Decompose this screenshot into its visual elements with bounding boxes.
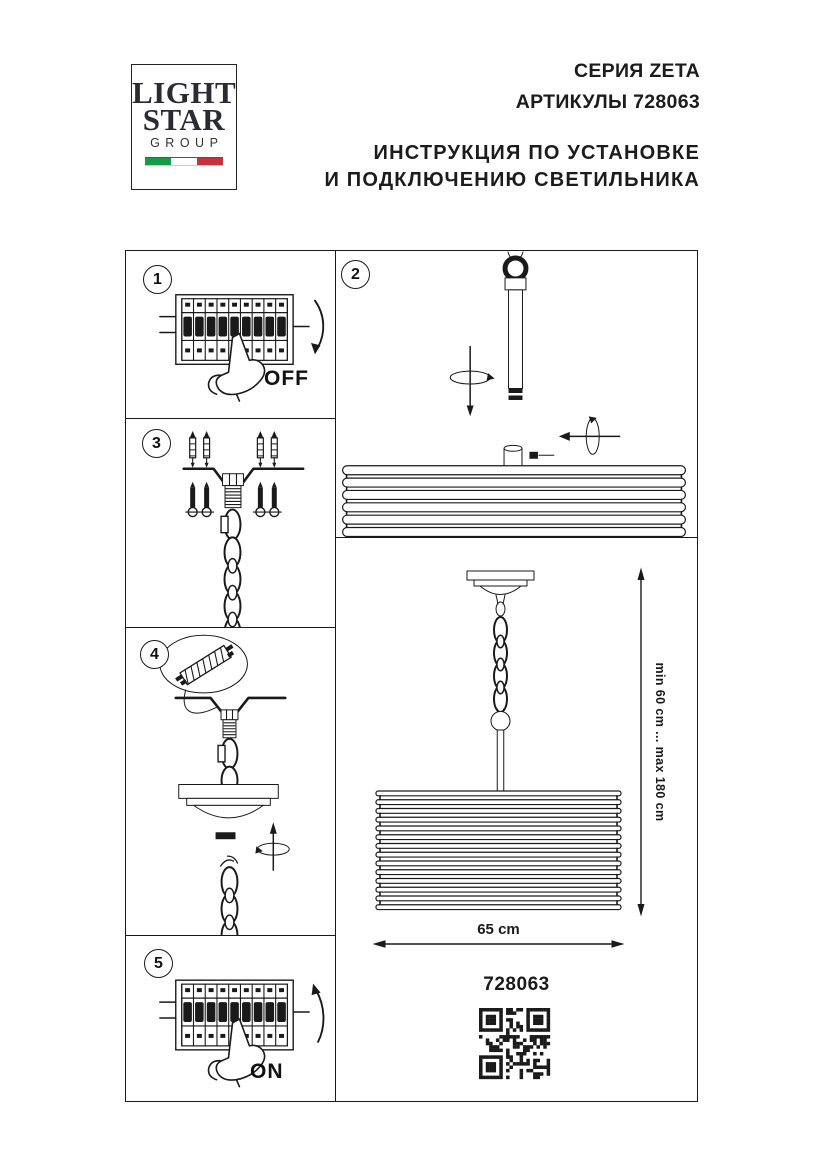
logo-word-group: GROUP — [150, 136, 224, 150]
locking-screw-bar — [216, 832, 236, 839]
step-1-number: 1 — [143, 265, 172, 294]
set-screw — [529, 452, 537, 459]
instruction-title: ИНСТРУКЦИЯ ПО УСТАНОВКЕ И ПОДКЛЮЧЕНИЮ СВЕТИЛЬНИКА — [324, 142, 700, 191]
chain-drawing — [221, 510, 240, 627]
article-title: АРТИКУЛЫ 728063 — [515, 91, 700, 113]
step-2-panel — [336, 251, 697, 538]
qr-code — [477, 1006, 552, 1081]
chain-drawing — [494, 617, 507, 712]
canopy-dome — [480, 586, 521, 595]
canopy-assembly-drawing — [126, 628, 335, 935]
width-dimension-label: 65 cm — [477, 921, 520, 938]
hex-nut — [221, 710, 238, 720]
height-dimension-label: min 60 cm ... max 180 cm — [653, 662, 667, 822]
pendant-lamp-dimension-drawing — [336, 538, 697, 1101]
suspension-rod — [497, 730, 504, 792]
canopy-dome — [194, 805, 264, 817]
step-3-panel — [126, 419, 336, 628]
shade-louvers-drawing — [376, 791, 621, 910]
italian-flag-icon — [145, 157, 223, 166]
lightstar-logo — [131, 64, 237, 190]
hex-nut — [223, 474, 244, 486]
on-label: ON — [250, 1060, 284, 1083]
dimension-diagram-panel — [336, 538, 697, 1101]
step-4-number: 4 — [140, 640, 169, 669]
step-5-panel — [126, 936, 336, 1101]
shade-fitting — [504, 445, 522, 451]
series-title: СЕРИЯ ZETA — [573, 60, 700, 82]
off-label: OFF — [264, 367, 309, 390]
hanging-ring — [505, 258, 526, 279]
suspension-rod — [509, 290, 523, 389]
rod-and-shade-drawing — [336, 251, 697, 537]
step-4-panel — [126, 628, 336, 936]
chain-drawing — [222, 867, 238, 935]
instruction-steps-grid — [125, 250, 698, 1102]
wire-terminal-detail — [174, 642, 237, 689]
logo-word-star: STAR — [142, 102, 226, 137]
canopy-plate — [179, 784, 279, 798]
article-number: 728063 — [483, 974, 550, 995]
step-1-panel — [126, 251, 336, 419]
canopy-plate — [467, 571, 534, 580]
step-2-number: 2 — [341, 260, 370, 289]
shade-louvers-drawing — [343, 466, 686, 537]
step-3-number: 3 — [142, 429, 171, 458]
rod-cap — [505, 278, 526, 290]
logo-word-light: LIGHT — [132, 75, 237, 110]
step-5-number: 5 — [144, 949, 173, 978]
series-article-header — [516, 56, 700, 118]
adjuster-ball — [491, 712, 510, 731]
